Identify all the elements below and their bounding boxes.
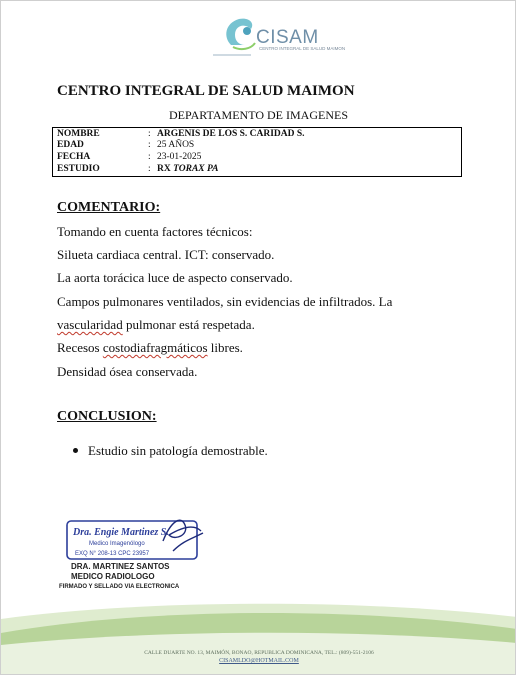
- study-italic: TORAX PA: [173, 164, 219, 174]
- bullet-icon: [73, 448, 78, 453]
- info-colon: :: [148, 140, 151, 150]
- logo-subtitle: CENTRO INTEGRAL DE SALUD MAIMON: [259, 46, 346, 51]
- comentario-heading: COMENTARIO:: [57, 200, 161, 215]
- study-prefix: RX: [157, 164, 174, 174]
- footer-email[interactable]: CISAMLDO@HOTMAIL.COM: [219, 658, 299, 664]
- info-value: ARGENIS DE LOS S. CARIDAD S.: [157, 129, 305, 139]
- patient-info-box: [52, 127, 462, 177]
- spellcheck-word: vascularidad: [57, 317, 123, 332]
- info-label: ESTUDIO: [57, 164, 100, 174]
- comment-text: libres.: [207, 340, 243, 355]
- stamp-role: Medico Imagenólogo: [89, 541, 145, 547]
- conclusion-item: Estudio sin patología demostrable.: [88, 443, 268, 458]
- info-label: NOMBRE: [57, 129, 100, 139]
- info-colon: :: [148, 164, 151, 174]
- info-colon: :: [148, 129, 151, 139]
- info-label: EDAD: [57, 140, 84, 150]
- stamp-name: Dra. Engie Martinez S.: [73, 527, 169, 538]
- comment-line: Tomando en cuenta factores técnicos:: [57, 224, 253, 239]
- comment-line: [57, 340, 243, 356]
- doctor-role: MEDICO RADIOLOGO: [71, 572, 155, 581]
- spellcheck-word: costodiafragmáticos: [102, 340, 208, 355]
- footer-address: CALLE DUARTE NO. 13, MAIMÓN, BONAO, REPUBLICA DOMINICANA, TEL.: (809)-551-2106: [144, 650, 374, 656]
- info-label: FECHA: [57, 152, 91, 162]
- logo-name: CISAM: [256, 27, 319, 48]
- signed-note: FIRMADO Y SELLADO VIA ELECTRONICA: [59, 584, 180, 590]
- comment-text: pulmonar está respetada.: [122, 317, 255, 332]
- signature-stamp-icon: [63, 511, 208, 566]
- comment-text: Recesos: [57, 340, 103, 355]
- info-colon: :: [148, 152, 151, 162]
- conclusion-heading: CONCLUSION:: [57, 409, 157, 424]
- comment-line: Densidad ósea conservada.: [57, 364, 198, 379]
- info-value: 23-01-2025: [157, 152, 202, 162]
- stamp-exq: EXQ N° 208-13 CPC 23957: [75, 551, 150, 557]
- page-title: CENTRO INTEGRAL DE SALUD MAIMON: [57, 83, 355, 99]
- department-title: DEPARTAMENTO DE IMAGENES: [169, 108, 348, 122]
- comment-line: La aorta torácica luce de aspecto conservado.: [57, 270, 293, 285]
- comment-line: [57, 317, 255, 333]
- info-value: [157, 164, 218, 175]
- doctor-name: DRA. MARTINEZ SANTOS: [71, 562, 170, 571]
- comment-line: Silueta cardiaca central. ICT: conservado.: [57, 247, 275, 262]
- comment-line: Campos pulmonares ventilados, sin evidencias de infiltrados. La: [57, 294, 393, 309]
- info-value: 25 AÑOS: [157, 140, 195, 150]
